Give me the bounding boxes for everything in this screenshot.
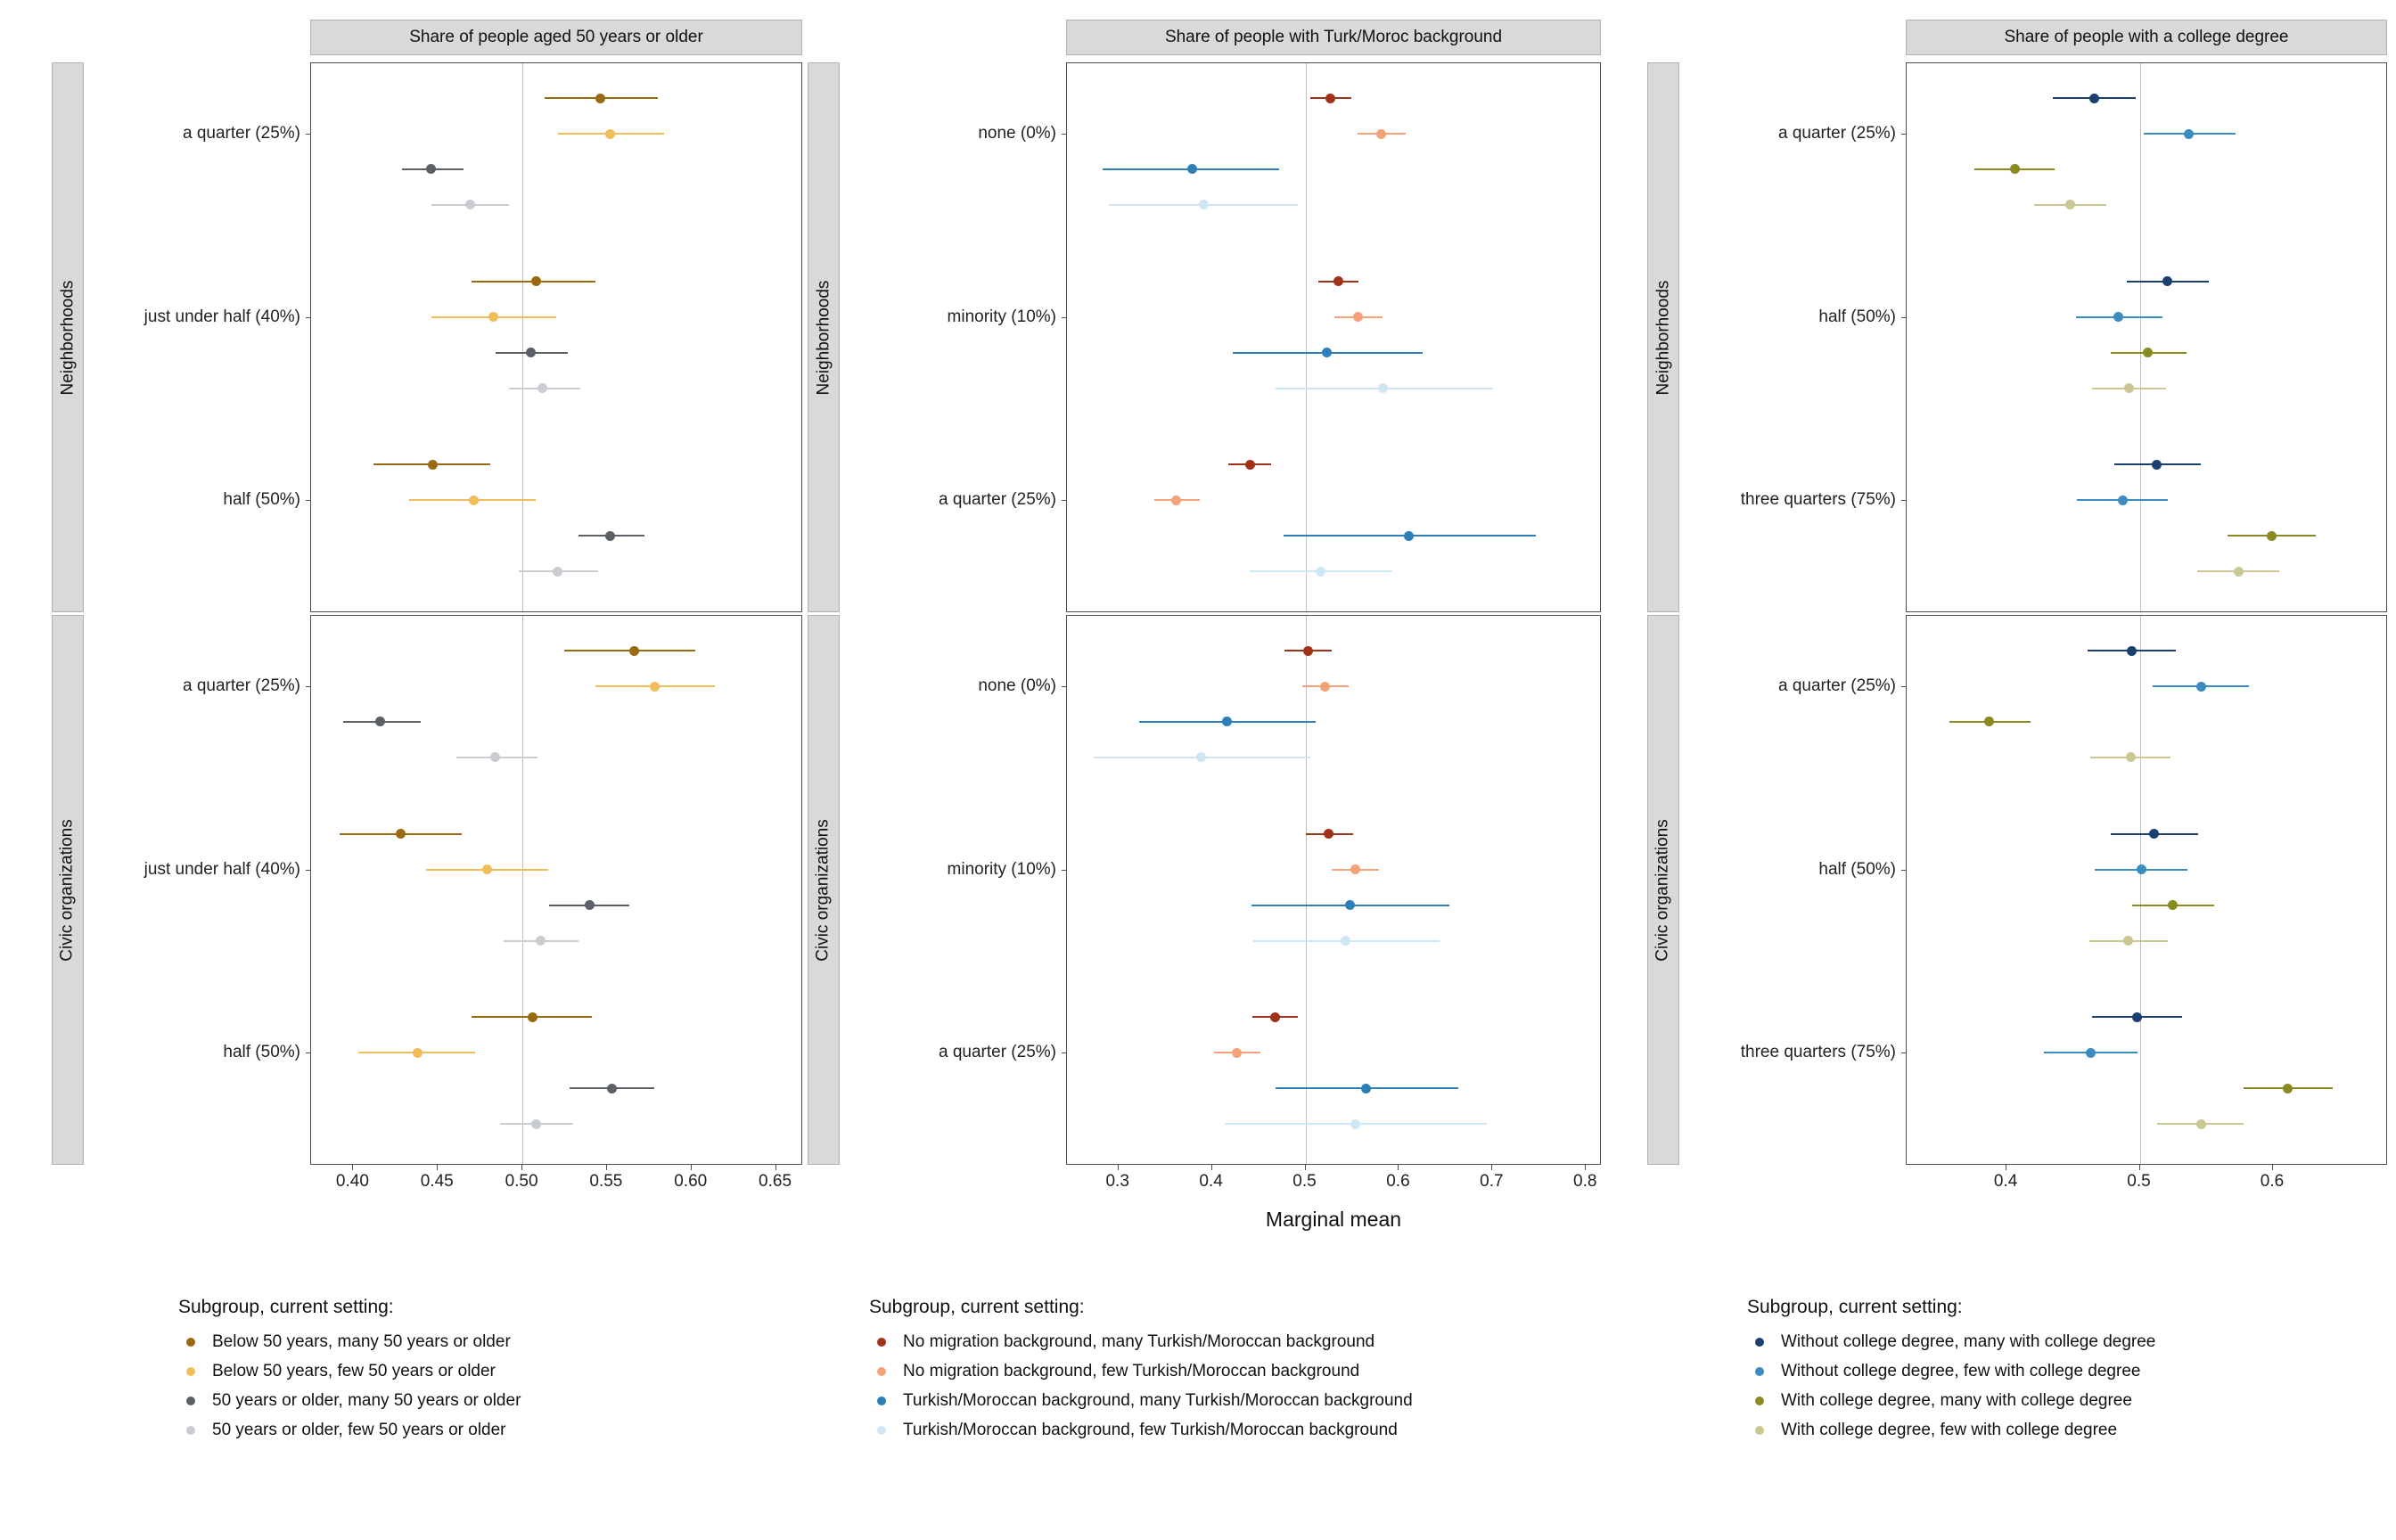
y-axis-category-label: a quarter (25%) [182, 124, 300, 143]
reference-line [1306, 616, 1307, 1164]
estimate-dot [2267, 531, 2277, 541]
legend-color-dot [1755, 1397, 1764, 1405]
legend-label: Turkish/Moroccan background, few Turkish/Moroccan background [903, 1421, 1398, 1439]
estimate-dot [531, 276, 541, 286]
x-axis-turkmoroc [1066, 1165, 1601, 1200]
estimate-dot [1325, 94, 1335, 103]
estimate-dot [469, 496, 479, 505]
estimate-dot [629, 646, 639, 656]
legend-color-dot [186, 1426, 195, 1435]
legend-color-dot [186, 1397, 195, 1405]
y-axis-tick [1901, 134, 1907, 135]
estimate-dot [428, 460, 438, 470]
legend-label: Without college degree, many with college degree [1781, 1332, 2156, 1351]
y-axis-tick [1901, 500, 1907, 501]
legend-label: No migration background, few Turkish/Moroccan background [903, 1362, 1360, 1380]
legend-color-dot [186, 1367, 195, 1376]
y-axis-category-label: half (50%) [223, 1043, 300, 1062]
row-strip-age-neighborhoods [52, 62, 84, 612]
estimate-dot [1378, 383, 1388, 393]
column-strip-label: Share of people with Turk/Moroc background [1164, 28, 1503, 46]
x-axis-title: Marginal mean [1265, 1208, 1402, 1231]
reference-line [2140, 616, 2141, 1164]
estimate-dot [2149, 829, 2159, 839]
x-axis-tick-label: 0.5 [1292, 1172, 1317, 1191]
legend-label: Below 50 years, few 50 years or older [212, 1362, 496, 1380]
y-axis-tick [1062, 870, 1067, 871]
estimate-dot [2010, 164, 2020, 174]
y-axis-tick [1901, 317, 1907, 318]
estimate-dot [607, 1084, 617, 1094]
reference-line [522, 616, 523, 1164]
y-axis-category-label: a quarter (25%) [1777, 124, 1896, 143]
legend-title: Subgroup, current setting: [178, 1297, 394, 1317]
legend-label: Below 50 years, many 50 years or older [212, 1332, 511, 1351]
estimate-dot [482, 864, 492, 874]
y-axis-category-label: just under half (40%) [144, 859, 300, 879]
estimate-dot [1345, 900, 1355, 910]
reference-line [2140, 63, 2141, 611]
y-axis-tick [1062, 686, 1067, 687]
estimate-dot [2196, 1119, 2206, 1129]
legend-item[interactable] [1747, 1332, 2155, 1352]
legend-label: Without college degree, few with college degree [1781, 1362, 2141, 1380]
estimate-dot [1984, 717, 1994, 726]
y-axis-tick [306, 500, 311, 501]
x-axis-tickmark [1398, 1165, 1399, 1170]
estimate-dot [2118, 496, 2128, 505]
y-axis-tick [1901, 870, 1907, 871]
column-strip-label: Share of people with a college degree [2004, 28, 2289, 46]
legend-label: 50 years or older, many 50 years or older [212, 1391, 521, 1410]
estimate-dot [1341, 936, 1350, 946]
estimate-dot [1322, 348, 1332, 357]
column-strip-turkmoroc [1066, 20, 1601, 55]
estimate-dot [1232, 1048, 1242, 1058]
legend-age [178, 1297, 521, 1450]
x-axis-college [1906, 1165, 2387, 1200]
y-axis-category-label: none (0%) [978, 124, 1056, 143]
x-axis-tickmark [775, 1165, 776, 1170]
y-axis-tick [306, 134, 311, 135]
panel-turkmoroc-neighborhoods [938, 62, 1601, 612]
y-axis-category-label: minority (10%) [947, 859, 1056, 879]
estimate-dot [2126, 752, 2136, 762]
legend-item[interactable] [869, 1362, 1413, 1381]
y-axis-category-label: a quarter (25%) [938, 1043, 1056, 1062]
legend-key [178, 1426, 203, 1435]
x-axis-tickmark [606, 1165, 607, 1170]
estimate-dot [1316, 567, 1325, 577]
legend-key [1747, 1367, 1772, 1376]
x-axis-tickmark [1211, 1165, 1212, 1170]
legend-item[interactable] [869, 1421, 1413, 1440]
row-strip-label: Civic organizations [1653, 818, 1672, 962]
x-axis-tickmark [1585, 1165, 1586, 1170]
reference-line [1306, 63, 1307, 611]
legend-item[interactable] [1747, 1362, 2155, 1381]
estimate-dot [650, 682, 660, 692]
estimate-dot [1270, 1012, 1280, 1022]
legend-key [178, 1367, 203, 1376]
y-axis-tick [306, 317, 311, 318]
legend-color-dot [877, 1397, 886, 1405]
legend-color-dot [186, 1338, 195, 1347]
row-strip-label: Neighborhoods [814, 280, 833, 395]
estimate-dot [2127, 646, 2137, 656]
legend-label: With college degree, many with college degree [1781, 1391, 2132, 1410]
estimate-dot [526, 348, 536, 357]
y-axis-tick [1062, 500, 1067, 501]
legend-title: Subgroup, current setting: [1747, 1297, 1963, 1317]
y-axis-category-label: three quarters (75%) [1740, 490, 1896, 510]
estimate-dot [1353, 312, 1363, 322]
estimate-dot [1199, 200, 1209, 209]
legend-key [869, 1338, 894, 1347]
y-axis-tick [306, 686, 311, 687]
row-strip-college-neighborhoods [1647, 62, 1679, 612]
x-axis-tick-label: 0.4 [1199, 1172, 1223, 1191]
x-axis-tick-label: 0.7 [1480, 1172, 1504, 1191]
x-axis-tick-label: 0.55 [589, 1172, 623, 1191]
x-axis-tick-label: 0.5 [2127, 1172, 2151, 1191]
y-axis-category-label: a quarter (25%) [182, 676, 300, 695]
row-strip-label: Civic organizations [58, 818, 77, 962]
estimate-dot [2168, 900, 2178, 910]
y-axis-tick [306, 870, 311, 871]
legend-color-dot [877, 1338, 886, 1347]
legend-key [178, 1397, 203, 1405]
estimate-dot [2283, 1084, 2293, 1094]
estimate-dot [585, 900, 595, 910]
legend-item[interactable] [178, 1332, 521, 1352]
estimate-dot [2086, 1048, 2096, 1058]
x-axis-tickmark [352, 1165, 353, 1170]
estimate-dot [2162, 276, 2172, 286]
x-axis-tickmark [1491, 1165, 1492, 1170]
x-axis-age [310, 1165, 802, 1200]
y-axis-category-label: just under half (40%) [144, 307, 300, 326]
estimate-dot [1361, 1084, 1371, 1094]
estimate-dot [2123, 936, 2133, 946]
estimate-dot [490, 752, 500, 762]
column-strip-age [310, 20, 802, 55]
estimate-dot [1333, 276, 1343, 286]
row-strip-college-civic [1647, 615, 1679, 1165]
legend-item[interactable] [178, 1391, 521, 1411]
x-axis-tick-label: 0.65 [759, 1172, 792, 1191]
legend-label: With college degree, few with college degree [1781, 1421, 2118, 1439]
row-strip-label: Neighborhoods [1653, 280, 1672, 395]
x-axis-tickmark [1118, 1165, 1119, 1170]
estimate-dot [1350, 1119, 1360, 1129]
legend-title: Subgroup, current setting: [869, 1297, 1085, 1317]
estimate-dot [531, 1119, 541, 1129]
estimate-dot [553, 567, 562, 577]
estimate-dot [1245, 460, 1255, 470]
x-axis-tick-label: 0.3 [1105, 1172, 1129, 1191]
y-axis-category-label: a quarter (25%) [938, 490, 1056, 510]
legend-key [178, 1338, 203, 1347]
estimate-dot [2234, 567, 2244, 577]
row-strip-label: Civic organizations [814, 818, 833, 962]
row-strip-turkmoroc-civic [808, 615, 840, 1165]
legend-key [1747, 1338, 1772, 1347]
estimate-dot [2124, 383, 2134, 393]
estimate-dot [2065, 200, 2075, 209]
legend-color-dot [1755, 1367, 1764, 1376]
estimate-dot [1303, 646, 1313, 656]
x-axis-tick-label: 0.6 [1386, 1172, 1410, 1191]
estimate-dot [488, 312, 498, 322]
estimate-dot [1324, 829, 1333, 839]
panel-college-neighborhoods [1740, 62, 2387, 612]
panel-turkmoroc-civic [938, 615, 1601, 1165]
reference-line [522, 63, 523, 611]
legend-color-dot [1755, 1338, 1764, 1347]
panel-age-neighborhoods [144, 62, 802, 612]
estimate-dot [595, 94, 605, 103]
estimate-dot [2137, 864, 2146, 874]
estimate-dot [537, 383, 547, 393]
column-strip-college [1906, 20, 2387, 55]
legend-color-dot [1755, 1426, 1764, 1435]
estimate-dot [1320, 682, 1330, 692]
y-axis-tick [1901, 686, 1907, 687]
estimate-dot [2089, 94, 2099, 103]
legend-color-dot [877, 1426, 886, 1435]
legend-key [869, 1367, 894, 1376]
y-axis-category-label: half (50%) [223, 490, 300, 510]
legend-turkmoroc [869, 1297, 1413, 1450]
legend-item[interactable] [1747, 1391, 2155, 1411]
panel-college-civic [1740, 615, 2387, 1165]
x-axis-tick-label: 0.50 [505, 1172, 538, 1191]
estimate-dot [605, 129, 615, 139]
estimate-dot [2196, 682, 2206, 692]
legend-label: Turkish/Moroccan background, many Turkish/Moroccan background [903, 1391, 1413, 1410]
legend-key [869, 1397, 894, 1405]
legend-label: No migration background, many Turkish/Moroccan background [903, 1332, 1375, 1351]
estimate-dot [528, 1012, 537, 1022]
y-axis-category-label: minority (10%) [947, 307, 1056, 326]
estimate-dot [1376, 129, 1386, 139]
legend-item[interactable] [869, 1332, 1413, 1352]
panel-age-civic [144, 615, 802, 1165]
x-axis-tick-label: 0.45 [420, 1172, 454, 1191]
x-axis-tick-label: 0.6 [2260, 1172, 2285, 1191]
estimate-dot [2113, 312, 2123, 322]
x-axis-tick-label: 0.60 [674, 1172, 708, 1191]
x-axis-tickmark [691, 1165, 692, 1170]
y-axis-category-label: a quarter (25%) [1777, 676, 1896, 695]
legend-color-dot [877, 1367, 886, 1376]
x-axis-tickmark [1305, 1165, 1306, 1170]
estimate-dot [605, 531, 615, 541]
y-axis-category-label: none (0%) [978, 676, 1056, 695]
estimate-dot [396, 829, 406, 839]
x-axis-tickmark [521, 1165, 522, 1170]
column-strip-label: Share of people aged 50 years or older [409, 28, 703, 46]
x-axis-tick-label: 0.40 [335, 1172, 369, 1191]
estimate-dot [1187, 164, 1197, 174]
x-axis-tickmark [2272, 1165, 2273, 1170]
legend-key [869, 1426, 894, 1435]
estimate-dot [465, 200, 475, 209]
estimate-dot [2184, 129, 2194, 139]
row-strip-turkmoroc-neighborhoods [808, 62, 840, 612]
y-axis-tick [1062, 317, 1067, 318]
x-axis-tick-label: 0.4 [1993, 1172, 2018, 1191]
legend-college [1747, 1297, 2155, 1450]
x-axis-tickmark [2139, 1165, 2140, 1170]
estimate-dot [2152, 460, 2162, 470]
estimate-dot [1350, 864, 1360, 874]
y-axis-category-label: half (50%) [1818, 859, 1896, 879]
legend-item[interactable] [869, 1391, 1413, 1411]
y-axis-category-label: three quarters (75%) [1740, 1043, 1896, 1062]
x-axis-tick-label: 0.8 [1573, 1172, 1597, 1191]
estimate-dot [2143, 348, 2153, 357]
estimate-dot [375, 717, 385, 726]
legend-key [1747, 1426, 1772, 1435]
estimate-dot [1171, 496, 1181, 505]
legend-label: 50 years or older, few 50 years or older [212, 1421, 506, 1439]
legend-item[interactable] [1747, 1421, 2155, 1440]
estimate-dot [1196, 752, 1206, 762]
y-axis-tick [1062, 134, 1067, 135]
estimate-dot [1404, 531, 1414, 541]
row-strip-label: Neighborhoods [58, 280, 77, 395]
y-axis-category-label: half (50%) [1818, 307, 1896, 326]
estimate-dot [426, 164, 436, 174]
estimate-dot [1222, 717, 1232, 726]
estimate-dot [413, 1048, 423, 1058]
legend-key [1747, 1397, 1772, 1405]
estimate-dot [536, 936, 546, 946]
estimate-dot [2132, 1012, 2142, 1022]
legend-item[interactable] [178, 1362, 521, 1381]
legend-item[interactable] [178, 1421, 521, 1440]
x-axis-tickmark [437, 1165, 438, 1170]
row-strip-age-civic [52, 615, 84, 1165]
